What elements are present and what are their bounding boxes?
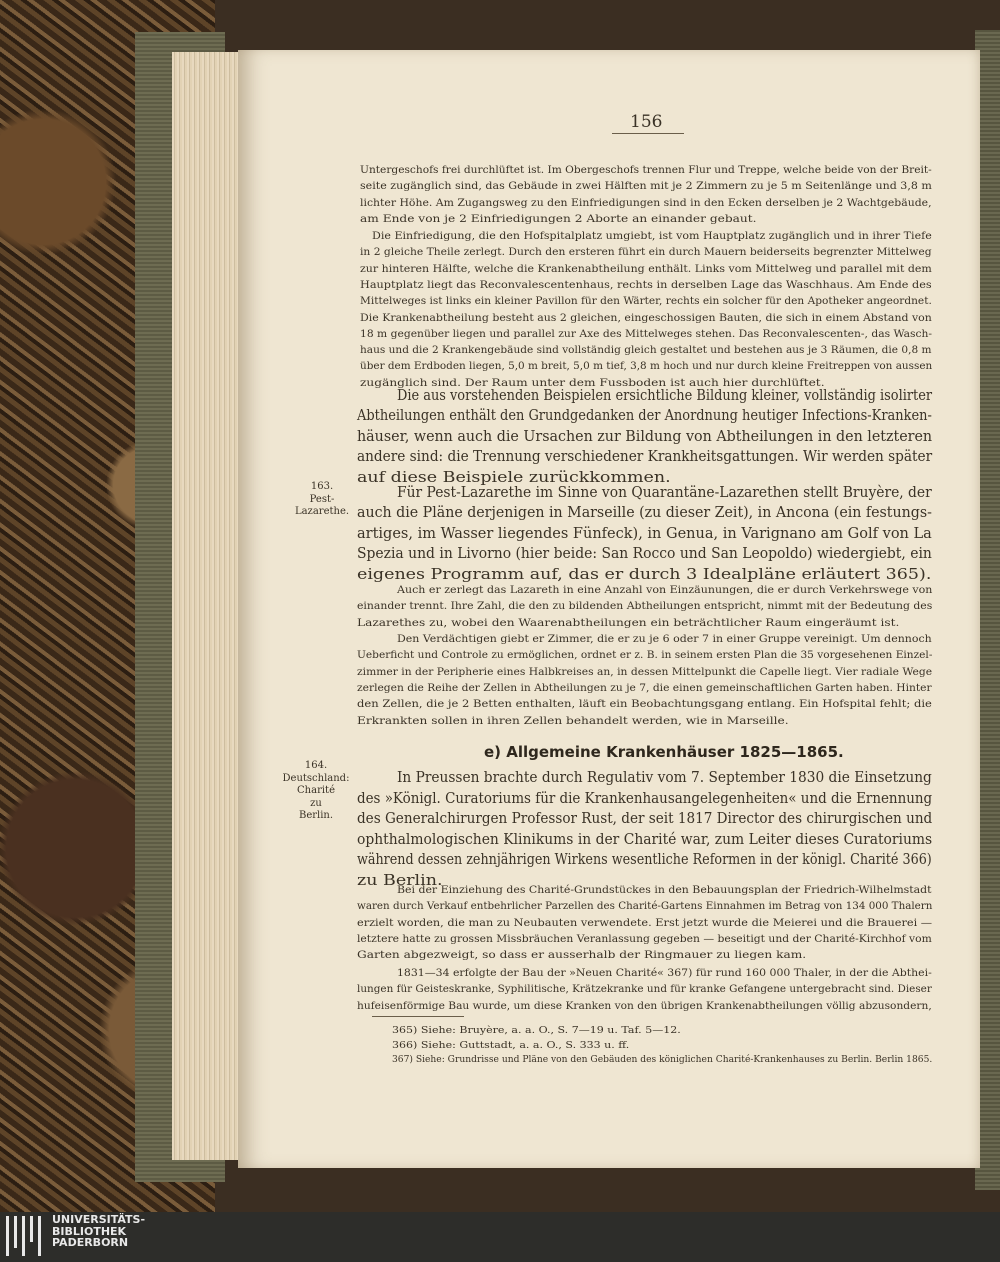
margin-note-164 bbox=[276, 760, 356, 823]
page-number-rule bbox=[612, 133, 684, 134]
text-line: Untergeschofs frei durchlüftet ist. Im Obergeschofs trennen Flur und Treppe, welche beide von der Breit- bbox=[360, 164, 932, 176]
text-line: Mittelweges ist links ein kleiner Pavillon für den Wärter, rechts ein solcher für den Apotheker angeordnet. bbox=[360, 295, 932, 308]
text-line: erzielt worden, die man zu Neubauten verwendete. Erst jetzt wurde die Meierei und die Brauerei — bbox=[357, 916, 933, 929]
text-line: 18 m gegenüber liegen und parallel zur Axe des Mittelweges stehen. Das Reconvalescenten-, das Wasch- bbox=[360, 327, 933, 340]
text-line: Ueberficht und Controle zu ermöglichen, ordnet er z. B. in seinem ersten Plan die 35 vorgesehenen Einzel- bbox=[357, 649, 933, 662]
text-line: zu Berlin. bbox=[357, 871, 443, 889]
logo-line: PADERBORN bbox=[52, 1236, 129, 1249]
text-line: Für Pest-Lazarethe im Sinne von Quarantäne-Lazarethen stellt Bruyère, der bbox=[397, 483, 932, 501]
library-footer bbox=[0, 1212, 1000, 1262]
footnote-rule bbox=[372, 1016, 464, 1017]
text-line: andere sind: die Trennung verschiedener Krankheitsgattungen. Wir werden später bbox=[357, 447, 933, 466]
text-line: am Ende von je 2 Einfriedigungen 2 Aborte an einander gebaut. bbox=[360, 212, 757, 225]
margin-note-line: Berlin. bbox=[298, 810, 334, 821]
text-line: ophthalmologischen Klinikums in der Charité war, zum Leiter dieses Curatoriums bbox=[357, 829, 933, 848]
text-line: 1831—34 erfolgte der Bau der »Neuen Charité« 367) für rund 160 000 Thaler, in der die Abthei- bbox=[397, 967, 932, 979]
text-line: Die Einfriedigung, die den Hofspitalplatz umgiebt, ist vom Hauptplatz zugänglich und in ihrer Tiefe bbox=[372, 230, 932, 242]
text-line: seite zugänglich sind, das Gebäude in zwei Hälften mit je 2 Zimmern zu je 5 m Seitenlänge und 3,8 m bbox=[360, 180, 932, 193]
text-line: eigenes Programm auf, das er durch 3 Idealpläne erläutert 365). bbox=[357, 564, 932, 583]
text-line: In Preussen brachte durch Regulativ vom 7. September 1830 die Einsetzung bbox=[397, 768, 932, 786]
text-line: über dem Erdboden liegen, 5,0 m breit, 5,0 m tief, 3,8 m hoch und nur durch kleine Freitreppen von aussen bbox=[360, 360, 933, 373]
text-line: des »Königl. Curatoriums für die Krankenhausangelegenheiten« und die Ernennung bbox=[357, 788, 933, 807]
text-line: Abtheilungen enthält den Grundgedanken der Anordnung heutiger Infections-Kranken- bbox=[357, 406, 932, 425]
logo-line: UNIVERSITÄTS- bbox=[52, 1213, 146, 1226]
text-line: Die Krankenabtheilung besteht aus 2 gleichen, eingeschossigen Bauten, die sich in einem Abstand von bbox=[360, 311, 932, 324]
text-line: 367) Siehe: Grundrisse und Pläne von den Gebäuden des königlichen Charité-Krankenhauses zu Berlin. Berlin 1865. bbox=[392, 1054, 933, 1065]
margin-note-line: 163. bbox=[310, 481, 334, 492]
text-line: lichter Höhe. Am Zugangsweg zu den Einfriedigungen sind in den Ecken derselben je 2 Wachtgebäude, bbox=[360, 196, 932, 209]
text-line: Spezia und in Livorno (hier beide: San Rocco und San Leopoldo) wiedergiebt, ein bbox=[357, 544, 932, 563]
text-line: lungen für Geisteskranke, Syphilitische, Krätzekranke und für kranke Gefangene untergebracht sind. Dieser bbox=[357, 983, 932, 996]
text-line: zerlegen die Reihe der Zellen in Abtheilungen zu je 7, die einen gemeinschaftlichen Garten haben. Hinter bbox=[357, 681, 932, 694]
margin-note-line: Lazarethe. bbox=[294, 506, 350, 517]
text-line: 365) Siehe: Bruyère, a. a. O., S. 7—19 u. Taf. 5—12. bbox=[392, 1025, 681, 1036]
page-number: 156 bbox=[630, 112, 663, 132]
text-line: Erkrankten sollen in ihren Zellen behandelt werden, wie in Marseille. bbox=[357, 714, 789, 727]
text-line: Den Verdächtigen giebt er Zimmer, die er zu je 6 oder 7 in einer Gruppe vereinigt. Um dennoch bbox=[397, 633, 932, 645]
text-line: Garten abgezweigt, so dass er ausserhalb der Ringmauer zu liegen kam. bbox=[357, 949, 807, 962]
logo-line: BIBLIOTHEK bbox=[52, 1224, 127, 1238]
text-line: letztere hatte zu grossen Missbräuchen Veranlassung gegeben — beseitigt und der Charité-Kirchhof vom bbox=[357, 932, 932, 945]
section-heading: e) Allgemeine Krankenhäuser 1825—1865. bbox=[484, 743, 844, 761]
text-line: den Zellen, die je 2 Betten enthalten, läuft ein Beobachtungsgang entlang. Ein Hofspital fehlt; die bbox=[357, 698, 932, 711]
text-line: in 2 gleiche Theile zerlegt. Durch den ersteren führt ein durch Mauern beiderseits begrenzter Mittelweg bbox=[360, 246, 932, 259]
library-logo-text bbox=[52, 1214, 145, 1249]
text-line: während dessen zehnjährigen Wirkens wesentliche Reformen in der königl. Charité 366) bbox=[357, 850, 932, 869]
text-line: 366) Siehe: Guttstadt, a. a. O., S. 333 u. ff. bbox=[392, 1039, 630, 1051]
text-line: Die aus vorstehenden Beispielen ersichtliche Bildung kleiner, vollständig isolirter bbox=[397, 386, 933, 404]
margin-note-line: Charité bbox=[297, 785, 335, 796]
text-line: auch die Pläne derjenigen in Marseille (zu dieser Zeit), in Ancona (ein festungs- bbox=[357, 503, 932, 522]
text-line: artiges, im Wasser liegendes Fünfeck), in Genua, in Varignano am Golf von La bbox=[357, 523, 932, 542]
text-line: häuser, wenn auch die Ursachen zur Bildung von Abtheilungen in den letzteren bbox=[357, 426, 933, 445]
margin-note-line: 164. bbox=[304, 760, 328, 771]
margin-note-163 bbox=[282, 481, 362, 519]
text-line: einander trennt. Ihre Zahl, die den zu bildenden Abtheilungen entspricht, nimmt mit der Bedeutung des bbox=[357, 600, 933, 613]
text-line: Auch er zerlegt das Lazareth in eine Anzahl von Einzäunungen, die er durch Verkehrswege von bbox=[397, 584, 933, 596]
margin-note-line: Pest- bbox=[309, 493, 335, 505]
text-line: hufeisenförmige Bau wurde, um diese Kranken von den übrigen Krankenabtheilungen völlig abzusondern, bbox=[357, 999, 932, 1012]
page-edges bbox=[172, 52, 238, 1160]
margin-note-line: Deutschland: bbox=[282, 772, 350, 784]
text-line: des Generalchirurgen Professor Rust, der seit 1817 Director des chirurgischen und bbox=[357, 809, 933, 828]
text-line: auf diese Beispiele zurückkommen. bbox=[357, 467, 671, 486]
text-line: zugänglich sind. Der Raum unter dem Fussboden ist auch hier durchlüftet. bbox=[360, 376, 825, 389]
margin-note-line: zu bbox=[310, 797, 322, 809]
text-line: zimmer in der Peripherie eines Halbkreises an, in dessen Mittelpunkt die Capelle liegt. Vier radiale Wege bbox=[357, 665, 933, 678]
text-line: Lazarethes zu, wobei den Waarenabtheilungen ein beträchtlicher Raum eingeräumt ist. bbox=[357, 616, 900, 629]
text-line: waren durch Verkauf entbehrlicher Parzellen des Charité-Gartens Einnahmen im Betrag von 134 000 Thalern bbox=[357, 900, 933, 913]
text-line: Hauptplatz liegt das Reconvalescentenhaus, rechts in derselben Lage das Waschhaus. Am Ende des bbox=[360, 278, 932, 291]
text-line: zur hinteren Hälfte, welche die Krankenabtheilung enthält. Links vom Mittelweg und parallel mit dem bbox=[360, 262, 932, 275]
text-line: Bei der Einziehung des Charité-Grundstückes in den Bebauungsplan der Friedrich-Wilhelmstadt bbox=[397, 884, 932, 896]
text-line: haus und die 2 Krankengebäude sind vollständig gleich gestaltet und bestehen aus je 3 Räumen, die 0,8 m bbox=[360, 344, 932, 357]
